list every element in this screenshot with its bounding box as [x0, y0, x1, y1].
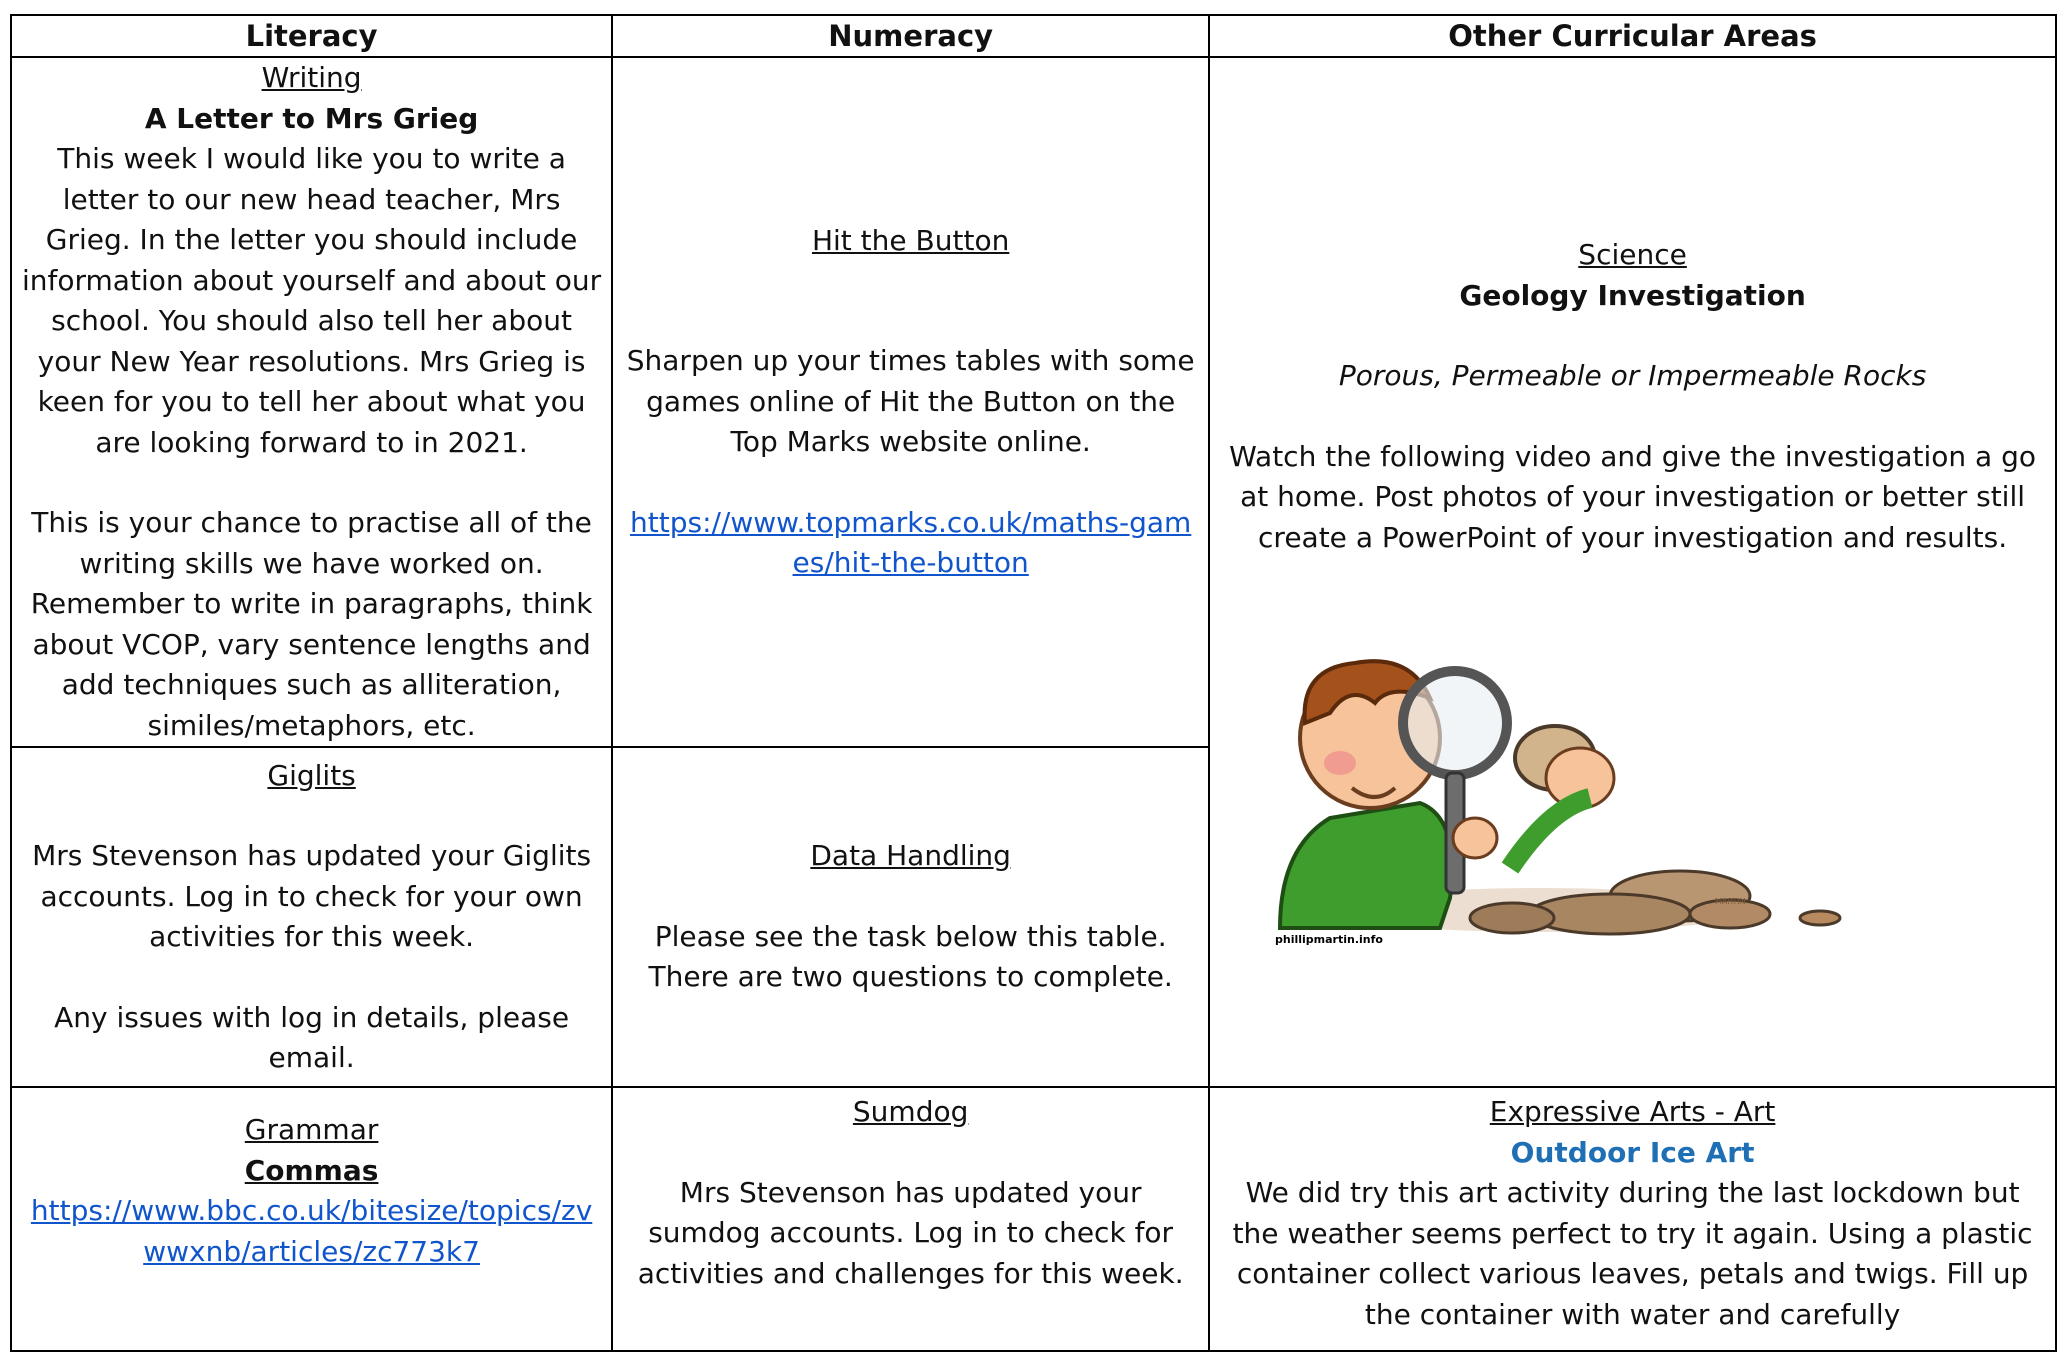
art-heading: Expressive Arts - Art: [1489, 1095, 1776, 1128]
grammar-cell: [11, 1087, 612, 1351]
data-handling-body: Please see the task below this table. There are two questions to complete.: [648, 919, 1173, 994]
sumdog-body: Mrs Stevenson has updated your sumdog accounts. Log in to check for activities and challenges for this week.: [637, 1175, 1184, 1290]
giglits-heading: Giglits: [267, 758, 356, 792]
science-cell: [1209, 57, 2056, 1087]
sumdog-heading: Sumdog: [852, 1095, 969, 1128]
writing-para2: This is your chance to practise all of the writing skills we have worked on. Remember to write in paragraphs, think about VCOP, vary sentence lengths and add techniques such as alliteration, similes/metaphors, etc.: [30, 506, 593, 742]
writing-para1: This week I would like you to write a letter to our new head teacher, Mrs Grieg. In the letter you should include information about yourself and about our school. You should also tell her about your New Year resolutions. Mrs Grieg is keen for you to tell her about what you are looking forward to in 2021.: [22, 142, 602, 459]
hit-the-button-link[interactable]: https://www.topmarks.co.uk/maths-games/hit-the-button: [630, 505, 1192, 579]
grammar-heading: Grammar: [244, 1113, 379, 1146]
data-handling-cell: [612, 747, 1209, 1087]
signature-text: MARTIN: [1715, 897, 1746, 906]
science-body: Watch the following video and give the investigation a go at home. Post photos of your investigation or better still create a PowerPoint of your investigation and results.: [1229, 439, 2036, 554]
hit-the-button-heading: Hit the Button: [811, 223, 1010, 257]
art-title: Outdoor Ice Art: [1510, 1135, 1755, 1169]
header-other: Other Curricular Areas: [1209, 15, 2056, 57]
header-numeracy: Numeracy: [612, 15, 1209, 57]
giglits-para2: Any issues with log in details, please email.: [54, 1000, 570, 1074]
science-subtitle: Porous, Permeable or Impermeable Rocks: [1338, 359, 1927, 392]
geologist-with-magnifying-glass-icon: [1260, 628, 1900, 948]
writing-cell: [11, 57, 612, 747]
art-cell: [1209, 1087, 2056, 1351]
giglits-para1: Mrs Stevenson has updated your Giglits accounts. Log in to check for your own activities for this week.: [32, 839, 592, 953]
sumdog-cell: [612, 1087, 1209, 1351]
hit-the-button-cell: [612, 57, 1209, 747]
science-title: Geology Investigation: [1459, 278, 1806, 312]
writing-heading: Writing: [261, 61, 362, 94]
image-credit: phillipmartin.info: [1275, 933, 1384, 946]
art-body: We did try this art activity during the last lockdown but the weather seems perfect to try it again. Using a plastic container collect various leaves, petals and twigs. Fill up the container with water and carefully: [1232, 1176, 2033, 1331]
giglits-cell: [11, 747, 612, 1087]
learning-grid: [10, 14, 2057, 1352]
science-heading: Science: [1578, 238, 1687, 271]
row-1: [11, 57, 2056, 747]
row-3: [11, 1087, 2056, 1351]
data-handling-heading: Data Handling: [810, 839, 1011, 873]
grammar-title: Commas: [244, 1153, 379, 1187]
hit-the-button-body: Sharpen up your times tables with some games online of Hit the Button on the Top Marks website online.: [626, 344, 1195, 458]
grammar-link[interactable]: https://www.bbc.co.uk/bitesize/topics/zvwwxnb/articles/zc773k7: [30, 1194, 593, 1268]
writing-title: A Letter to Mrs Grieg: [144, 101, 479, 135]
header-row: [11, 15, 2056, 57]
header-literacy: Literacy: [11, 15, 612, 57]
